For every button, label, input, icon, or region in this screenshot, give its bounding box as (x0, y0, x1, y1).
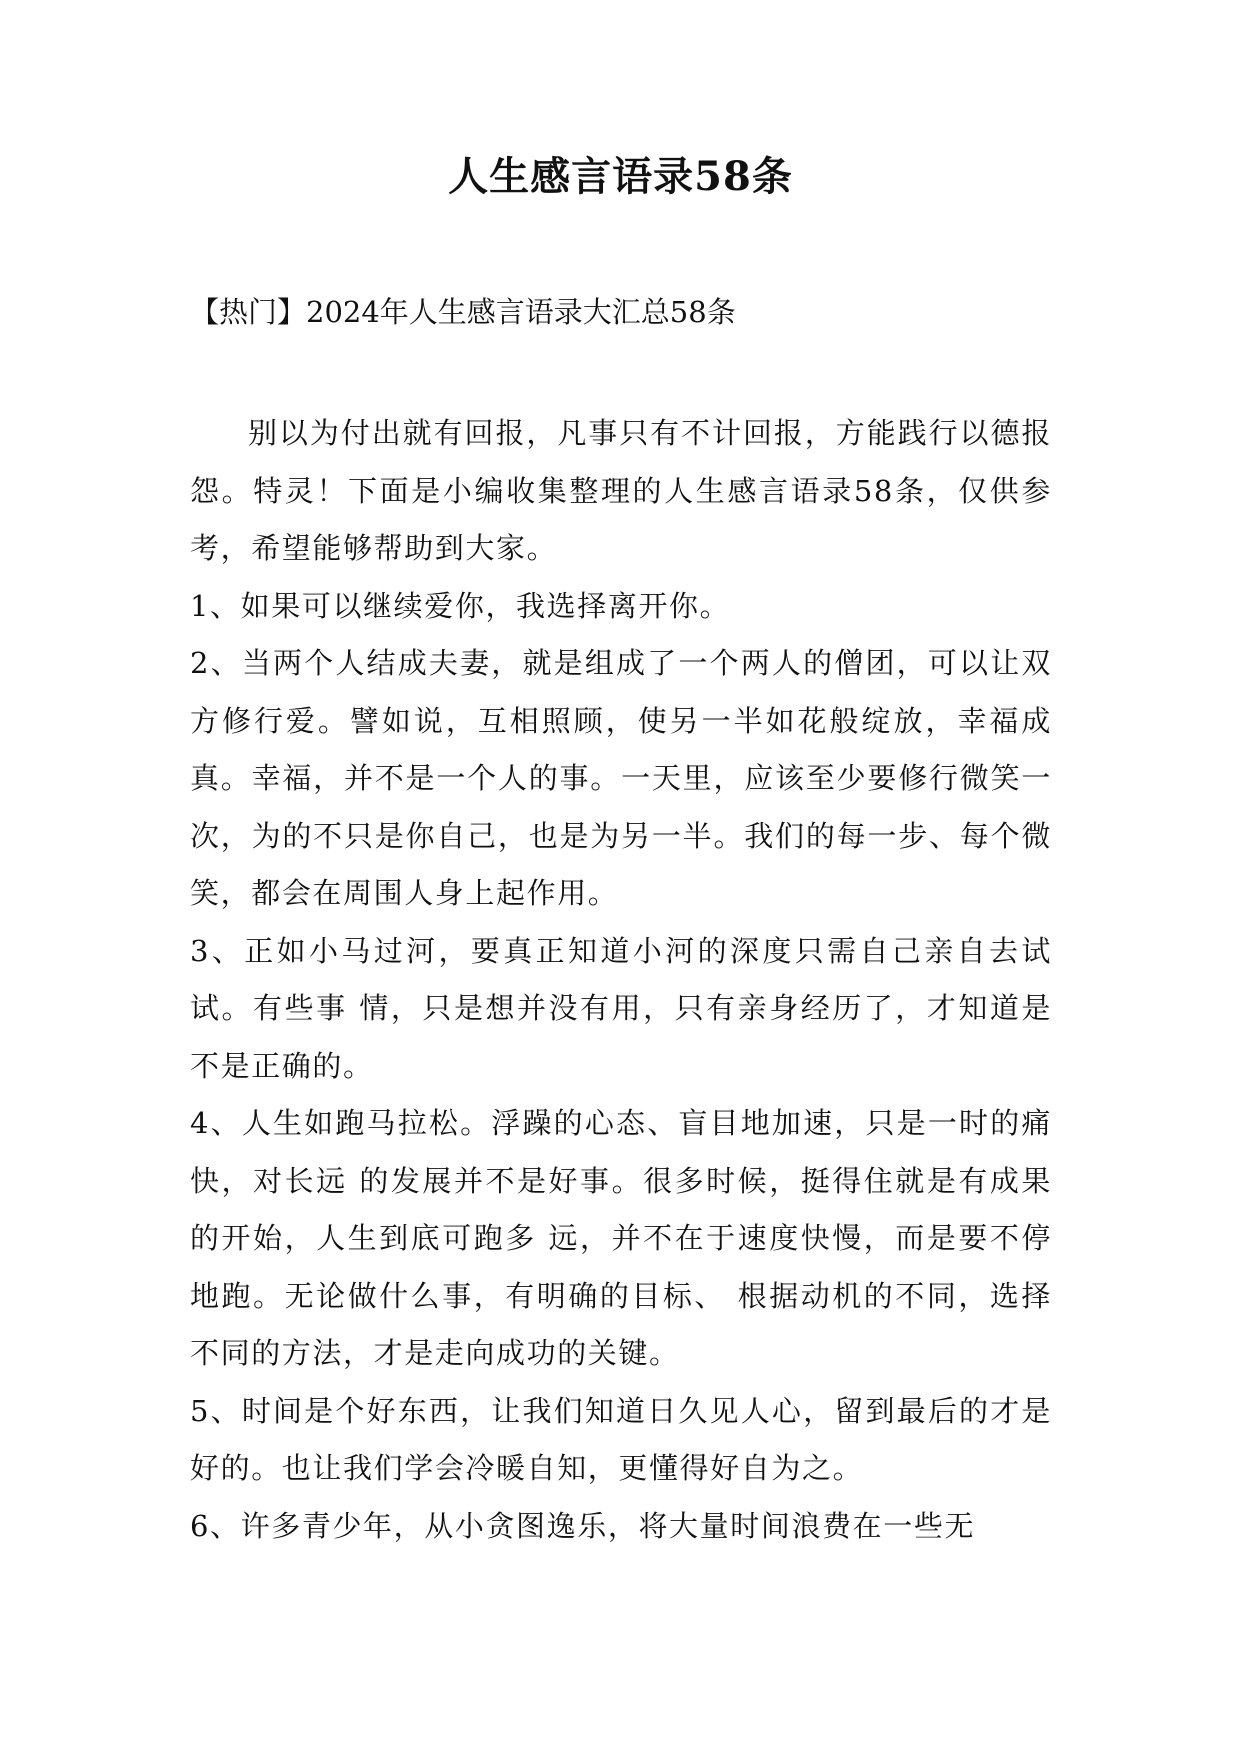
document-title: 人生感言语录58条 (448, 153, 793, 200)
list-item: 4、人生如跑马拉松。浮躁的心态、盲目地加速，只是一时的痛快，对长远 的发展并不是好事。很多时候，挺得住就是有成果的开始，人生到底可跑多 远，并不在于速度快慢，而是要不停地跑。无论做什么事，有明确的目标、 根据动机的不同，选择不同的方法，才是走向成功的关键。 (190, 1106, 1052, 1370)
list-item: 1、如果可以继续爱你，我选择离开你。 (190, 588, 731, 623)
list-item: 2、当两个人结成夫妻，就是组成了一个两人的僧团，可以让双方修行爱。譬如说，互相照顾，使另一半如花般绽放，幸福成真。幸福，并不是一个人的事。一天里，应该至少要修行微笑一次，为的不只是你自己，也是为另一半。我们的每一步、每个微笑，都会在周围人身上起作用。 (190, 646, 1052, 910)
document-body (190, 405, 1052, 1555)
list-item: 5、时间是个好东西，让我们知道日久见人心，留到最后的才是好的。也让我们学会冷暖自知，更懂得好自为之。 (190, 1393, 1052, 1485)
list-item: 3、正如小马过河，要真正知道小河的深度只需自己亲自去试试。有些事 情，只是想并没有用，只有亲身经历了，才知道是不是正确的。 (190, 933, 1052, 1083)
document-subtitle: 【热门】2024年人生感言语录大汇总58条 (190, 295, 736, 329)
intro-paragraph: 别以为付出就有回报，凡事只有不计回报，方能践行以德报怨。特灵！下面是小编收集整理的人生感言语录58条，仅供参考，希望能够帮助到大家。 (190, 416, 1052, 565)
list-item: 6、许多青少年，从小贪图逸乐，将大量时间浪费在一些无 (190, 1508, 976, 1543)
